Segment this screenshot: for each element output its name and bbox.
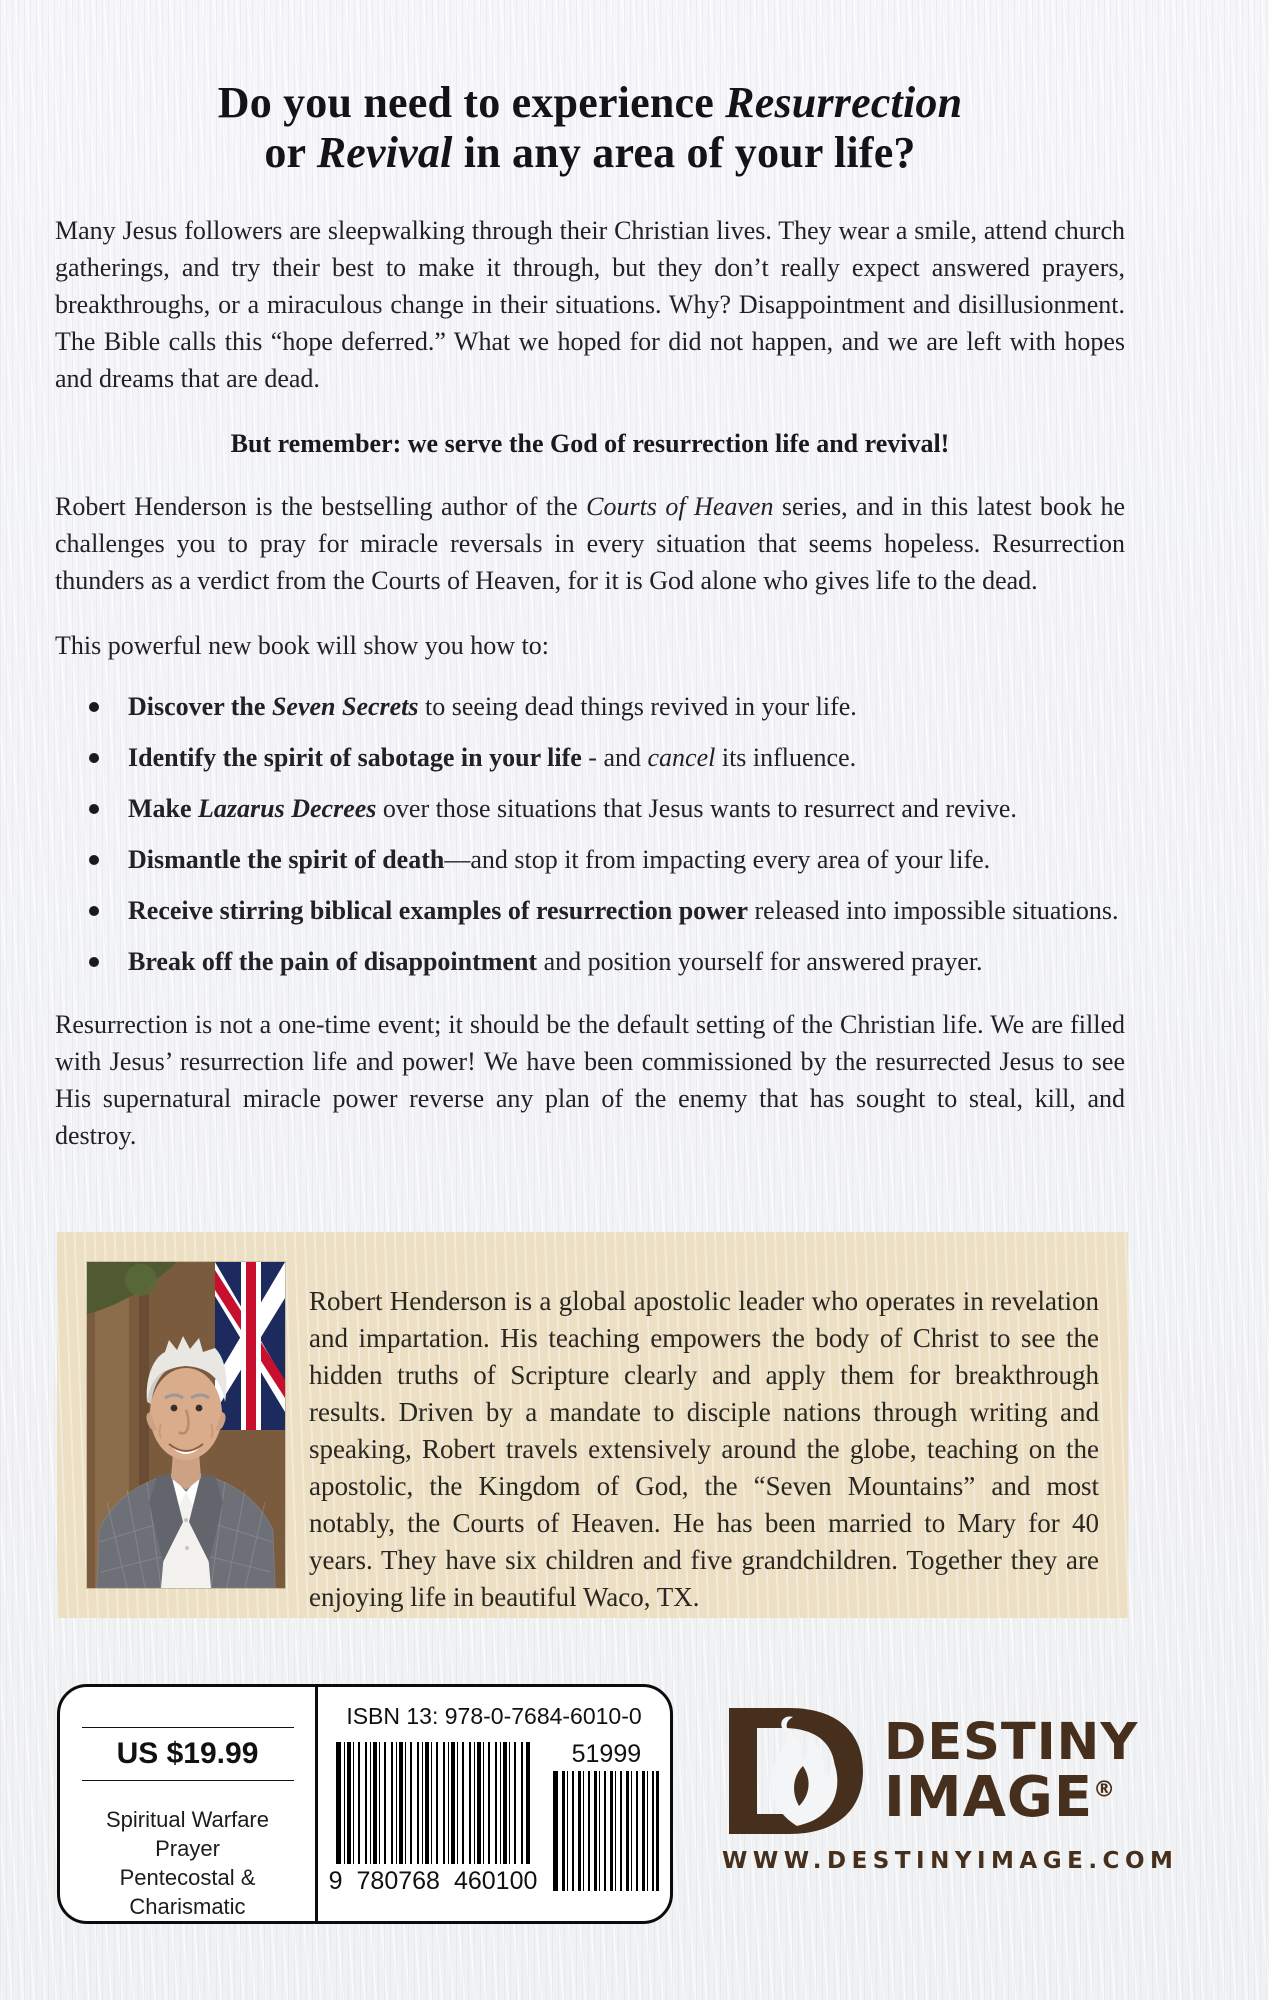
headline-segment: or <box>264 128 317 177</box>
destiny-image-d-flame-icon <box>722 1706 868 1836</box>
headline-segment: Do you need to experience <box>217 78 726 127</box>
isbn-panel <box>318 1687 670 1921</box>
price-addon-barcode <box>553 1742 659 1891</box>
emphasis-line: But remember: we serve the God of resurrection life and revival! <box>230 429 950 458</box>
publisher-name-line1: DESTINY <box>884 1712 1139 1772</box>
bullet-bold: Break off the pain of disappointment <box>128 947 538 976</box>
bullet-dot-icon <box>89 804 99 814</box>
list-item <box>55 790 1125 827</box>
author-paragraph <box>55 488 1125 599</box>
bullet-text: - and <box>581 743 648 772</box>
bullet-bold: Dismantle the spirit of death <box>128 845 445 874</box>
price-label: US $19.99 <box>116 1737 259 1770</box>
bullet-bold: Discover the <box>128 692 272 721</box>
list-intro: This powerful new book will show you how to: <box>55 631 549 660</box>
barcode-digits <box>329 1867 538 1896</box>
list-item <box>55 892 1125 929</box>
headline-italic-revival: Revival <box>316 128 453 177</box>
bullet-dot-icon <box>89 906 99 916</box>
list-item <box>55 688 1125 725</box>
ean-barcode <box>329 1742 538 1896</box>
category-list <box>60 1805 315 1921</box>
author-portrait-graphic <box>87 1262 285 1588</box>
bullet-bold: Make <box>128 794 199 823</box>
author-paragraph-segment: Robert Henderson is the bestselling author of the <box>55 492 587 521</box>
category-item: Prayer <box>155 1836 220 1861</box>
isbn-label: ISBN 13: 978-0-7684-6010-0 <box>346 1703 642 1729</box>
publisher-logo <box>722 1706 1192 1874</box>
bullet-bold: Identify the spirit of sabotage in your life <box>128 743 582 772</box>
barcode-digit-lead: 9 <box>328 1867 343 1895</box>
barcode-row <box>329 1742 660 1896</box>
bullet-dot-icon <box>89 855 99 865</box>
bullet-text: over those situations that Jesus wants to resurrect and revive. <box>376 794 1017 823</box>
barcode-panel <box>57 1684 673 1924</box>
bullet-text: —and stop it from impacting every area of your life. <box>444 845 991 874</box>
bullet-bold-italic: Seven Secrets <box>271 692 419 721</box>
bullet-text: and position yourself for answered prayer. <box>537 947 983 976</box>
closing-paragraph: Resurrection is not a one-time event; it should be the default setting of the Christian life. We are filled with Jesus’ resurrection life and power! We have been commissioned by the resurrected Jesus to see His supernatural miracle power reverse any plan of the enemy that has sought to steal, kill, and destroy. <box>55 1010 1125 1150</box>
bullet-bold: Receive stirring biblical examples of resurrection power <box>128 896 749 925</box>
series-title-italic: Courts of Heaven <box>586 492 774 521</box>
price-panel <box>60 1687 318 1921</box>
publisher-lockup <box>722 1706 1192 1836</box>
barcode-digit-group: 460100 <box>453 1867 538 1895</box>
bullet-bold-italic: Lazarus Decrees <box>198 794 377 823</box>
intro-paragraph: Many Jesus followers are sleepwalking through their Christian lives. They wear a smile, attend church gatherings, and try their best to make it through, but they don’t really expect answered prayers, breakthroughs, or a miraculous change in their situations. Why? Disappointment and disillusionment. The Bible calls this “hope deferred.” What we hoped for did not happen, and we are left with hopes and dreams that are dead. <box>55 216 1125 393</box>
list-item <box>55 841 1125 878</box>
price-rule-top <box>82 1727 294 1728</box>
bullet-text: its influence. <box>715 743 857 772</box>
uk-flag-icon <box>215 1262 285 1430</box>
barcode-digit-group: 780768 <box>356 1867 440 1895</box>
barcode-bars-icon <box>336 1742 530 1864</box>
bullet-italic: cancel <box>647 743 716 772</box>
price-rule-bottom <box>82 1780 294 1781</box>
bullet-dot-icon <box>89 753 99 763</box>
headline <box>55 78 1125 178</box>
publisher-name-line2: IMAGE® <box>884 1764 1117 1830</box>
bullet-dot-icon <box>89 702 99 712</box>
author-bio-panel <box>57 1232 1128 1618</box>
bullet-dot-icon <box>89 957 99 967</box>
category-item: Spiritual Warfare <box>105 1807 269 1832</box>
headline-italic-resurrection: Resurrection <box>725 78 963 127</box>
publisher-url: WWW.DESTINYIMAGE.COM <box>722 1848 1179 1874</box>
author-photo <box>87 1262 285 1588</box>
author-bio-text: Robert Henderson is a global apostolic leader who operates in revelation and impartation. His teaching empowers the body of Christ to see the hidden truths of Scripture clearly and apply them for breakthrough results. Driven by a mandate to disciple nations through writing and speaking, Robert travels extensively around the globe, teaching on the apostolic, the Kingdom of God, the “Seven Mountains” and most notably, the Courts of Heaven. He has been married to Mary for 40 years. They have six children and five grandchildren. Together they are enjoying life in beautiful Waco, TX. <box>309 1286 1099 1612</box>
list-item <box>55 943 1125 980</box>
author-paragraph-segment: series, and in this latest book he challenges you to pray for miracle reversals in every situation that seems hopeless. Resurrection thunders as a verdict from the Courts of Heaven, for it is God alone who gives life to the dead. <box>55 492 1126 595</box>
back-cover-copy <box>55 78 1125 1182</box>
addon-bars-icon <box>553 1771 659 1891</box>
list-item <box>55 739 1125 776</box>
benefits-list <box>55 688 1125 980</box>
bullet-text: to seeing dead things revived in your life. <box>418 692 857 721</box>
publisher-name <box>884 1712 1139 1830</box>
bullet-text: released into impossible situations. <box>748 896 1119 925</box>
category-item: Pentecostal & Charismatic <box>119 1865 256 1919</box>
addon-digits: 51999 <box>571 1740 642 1768</box>
headline-segment: in any area of your life? <box>452 128 916 177</box>
registered-trademark-icon: ® <box>1093 1776 1117 1802</box>
